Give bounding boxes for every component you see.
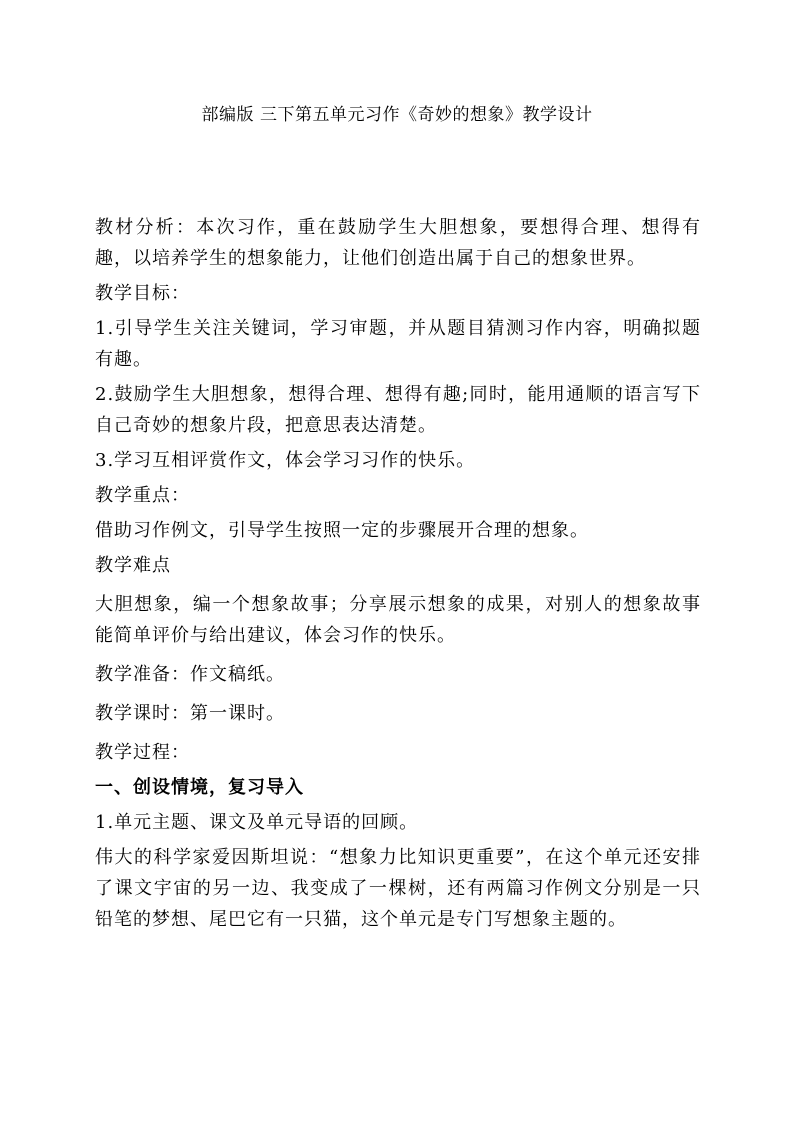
heading-key-points: 教学重点： bbox=[95, 485, 190, 506]
paragraph-material-analysis: 教材分析：本次习作，重在鼓励学生大胆想象，要想得合理、想得有趣，以培养学生的想象能力，让他们创造出属于自己的想象世界。 bbox=[95, 217, 701, 269]
paragraph-goal-3: 3.学习互相评赏作文，体会学习习作的快乐。 bbox=[95, 450, 476, 471]
paragraph-key-points: 借助习作例文，引导学生按照一定的步骤展开合理的想象。 bbox=[95, 520, 589, 541]
paragraph-einstein-quote: 伟大的科学家爱因斯坦说：“想象力比知识更重要”，在这个单元还安排了课文宇宙的另一边、我变成了一棵树，还有两篇习作例文分别是一只铅笔的梦想、尾巴它有一只猫，这个单元是专门写想象主题的。 bbox=[95, 847, 701, 930]
paragraph-class-hours: 教学课时：第一课时。 bbox=[95, 703, 285, 724]
document-title: 部编版 三下第五单元习作《奇妙的想象》教学设计 bbox=[201, 105, 593, 125]
heading-difficulties: 教学难点 bbox=[95, 555, 171, 576]
paragraph-goal-2: 2.鼓励学生大胆想象，想得合理、想得有趣;同时，能用通顺的语言写下自己奇妙的想象片段，把意思表达清楚。 bbox=[95, 384, 701, 436]
section-heading-1: 一、创设情境，复习导入 bbox=[95, 777, 304, 798]
paragraph-difficulties: 大胆想象，编一个想象故事；分享展示想象的成果，对别人的想象故事能简单评价与给出建议，体会习作的快乐。 bbox=[95, 594, 701, 646]
heading-teaching-goals: 教学目标： bbox=[95, 283, 190, 304]
paragraph-step-1: 1.单元主题、课文及单元导语的回顾。 bbox=[95, 812, 419, 833]
paragraph-goal-1: 1.引导学生关注关键词，学习审题，并从题目猜测习作内容，明确拟题有趣。 bbox=[95, 318, 701, 370]
paragraph-preparation: 教学准备：作文稿纸。 bbox=[95, 664, 285, 685]
document-body bbox=[95, 212, 701, 939]
heading-teaching-process: 教学过程： bbox=[95, 742, 190, 763]
